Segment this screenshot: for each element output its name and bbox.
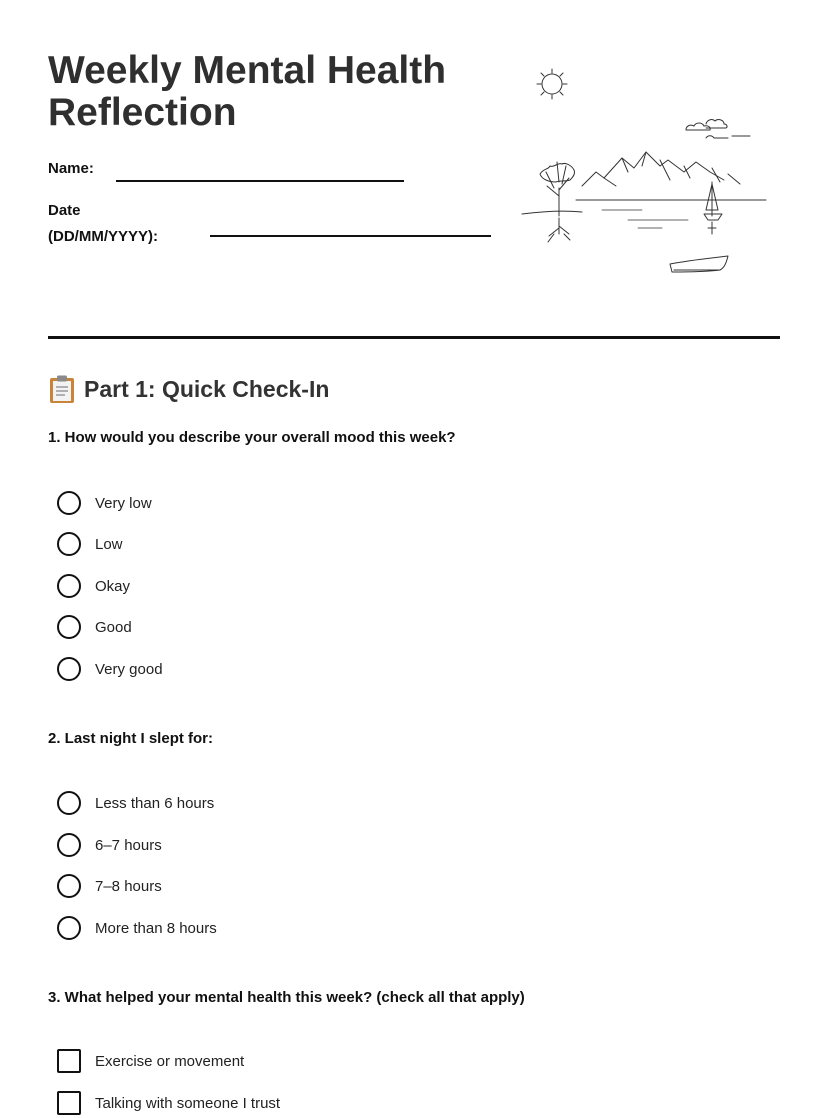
option-label: 7–8 hours [95, 877, 162, 895]
mood-option-very-good[interactable] [57, 656, 163, 682]
question-3: 3. What helped your mental health this week? (check all that apply) [48, 989, 525, 1006]
checkbox[interactable] [57, 1049, 81, 1073]
radio-button[interactable] [57, 791, 81, 815]
option-label: Good [95, 618, 132, 636]
sun-icon [537, 69, 567, 99]
mood-option-okay[interactable] [57, 573, 130, 599]
option-label: Less than 6 hours [95, 794, 215, 812]
tree-icon [522, 162, 582, 242]
option-label: Very good [95, 660, 163, 678]
mood-option-low[interactable] [57, 531, 123, 557]
date-field[interactable] [210, 235, 491, 237]
cloud-icon [686, 120, 750, 138]
radio-button[interactable] [57, 491, 81, 515]
option-label: Low [95, 535, 123, 553]
name-label: Name: [48, 160, 94, 177]
question-2: 2. Last night I slept for: [48, 730, 214, 747]
helped-option-talking[interactable] [57, 1090, 280, 1116]
sleep-option-lt6[interactable] [57, 790, 214, 816]
checkbox[interactable] [57, 1091, 81, 1115]
option-label: Okay [95, 577, 131, 595]
section-divider [48, 336, 780, 339]
radio-button[interactable] [57, 532, 81, 556]
sleep-option-6-7[interactable] [57, 832, 162, 858]
sleep-option-7-8[interactable] [57, 873, 162, 899]
mood-option-very-low[interactable] [57, 490, 152, 516]
mountains-icon [576, 152, 766, 200]
option-label: More than 8 hours [95, 919, 217, 937]
landscape-illustration [518, 64, 770, 286]
option-label: Very low [95, 494, 152, 512]
section-title-text: Part 1: Quick Check-In [84, 375, 330, 402]
page-title: Weekly Mental Health Reflection [48, 49, 447, 134]
date-label-line2: (DD/MM/YYYY): [48, 228, 158, 245]
clipboard-icon [48, 374, 76, 404]
radio-button[interactable] [57, 574, 81, 598]
radio-button[interactable] [57, 615, 81, 639]
question-1: 1. How would you describe your overall mood this week? [48, 429, 456, 446]
sailboat-icon [704, 182, 722, 234]
section-title-part1 [48, 372, 329, 406]
helped-option-exercise[interactable] [57, 1048, 244, 1074]
option-label: Exercise or movement [95, 1052, 245, 1070]
name-field[interactable] [116, 180, 404, 182]
radio-button[interactable] [57, 916, 81, 940]
radio-button[interactable] [57, 657, 81, 681]
radio-button[interactable] [57, 833, 81, 857]
option-label: 6–7 hours [95, 836, 162, 854]
option-label: Talking with someone I trust [95, 1094, 281, 1112]
date-label-line1: Date [48, 202, 81, 219]
mood-option-good[interactable] [57, 614, 132, 640]
sleep-option-gt8[interactable] [57, 915, 217, 941]
rowboat-icon [670, 256, 728, 272]
radio-button[interactable] [57, 874, 81, 898]
